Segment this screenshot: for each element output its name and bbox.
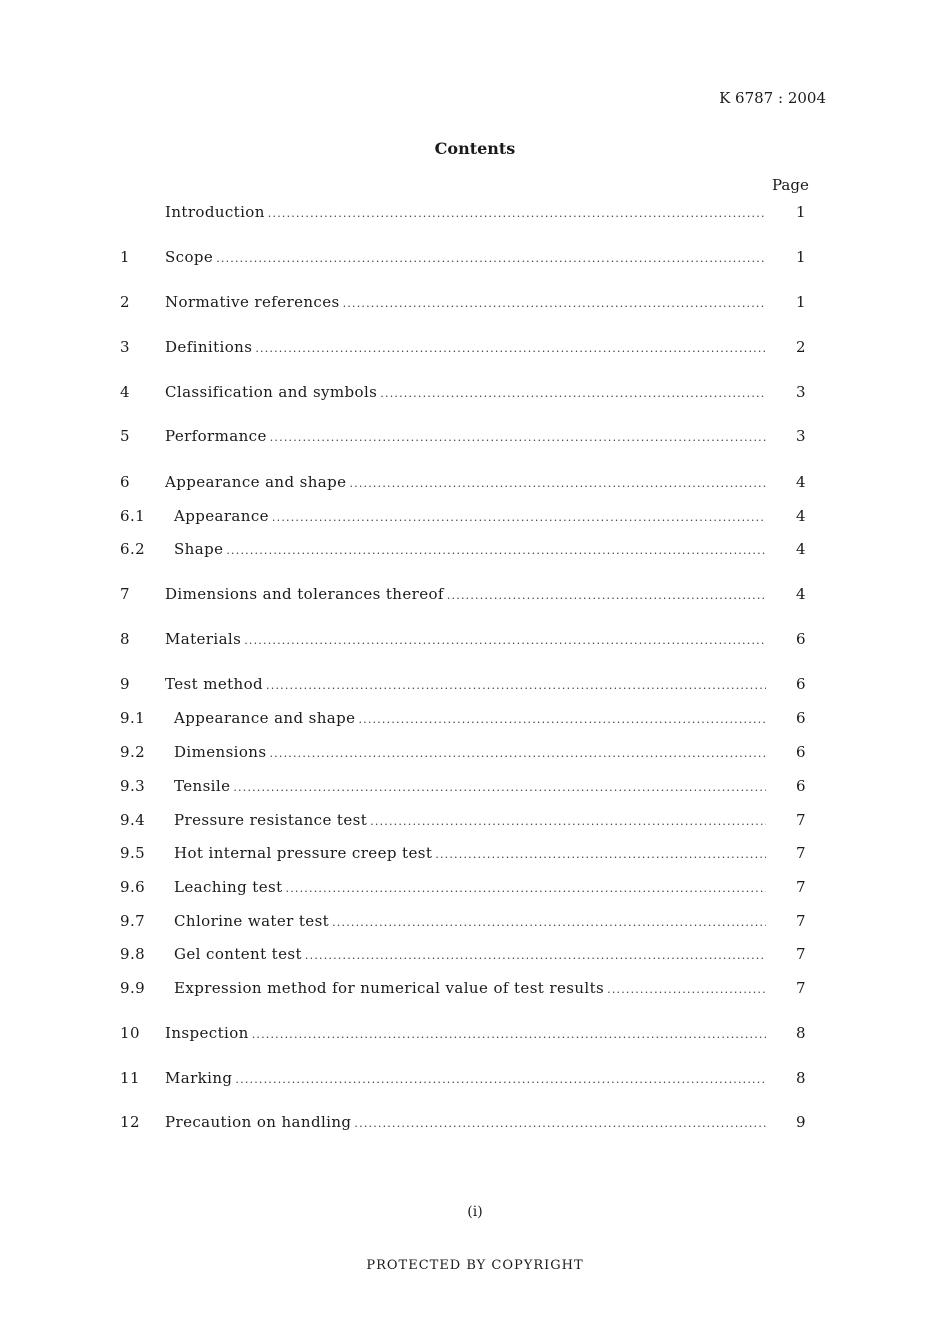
toc-dot-leader (305, 949, 766, 962)
toc-dot-leader (349, 477, 766, 490)
toc-entry-page: 7 (796, 945, 806, 963)
toc-entry (120, 248, 806, 268)
toc-entry-page: 7 (796, 878, 806, 896)
toc-entry-page: 6 (796, 675, 806, 693)
toc-entry-page: 4 (796, 540, 806, 558)
toc-entry-page: 7 (796, 979, 806, 997)
toc-dot-leader (252, 1028, 766, 1041)
page-column-label: Page (772, 176, 809, 194)
toc-entry-number: 4 (120, 383, 130, 401)
toc-entry-number: 6.1 (120, 507, 146, 525)
toc-entry-number: 3 (120, 338, 130, 356)
toc-entry (120, 777, 806, 797)
toc-entry-number: 9.1 (120, 709, 146, 727)
toc-entry-title: Pressure resistance test (174, 811, 368, 829)
toc-entry (120, 630, 806, 650)
toc-dot-leader (255, 342, 766, 355)
toc-entry-number: 7 (120, 585, 130, 603)
toc-entry-page: 9 (796, 1113, 806, 1131)
toc-entry-title: Appearance and shape (174, 709, 356, 727)
toc-entry-number: 12 (120, 1113, 140, 1131)
toc-entry-number: 9 (120, 675, 130, 693)
toc-entry-page: 8 (796, 1024, 806, 1042)
toc-entry (120, 811, 806, 831)
toc-entry-title: Appearance (174, 507, 269, 525)
toc-dot-leader (244, 634, 766, 647)
toc-dot-leader (266, 679, 766, 692)
toc-entry-title: Chlorine water test (174, 912, 330, 930)
toc-entry-number: 11 (120, 1069, 140, 1087)
toc-entry-number: 9.7 (120, 912, 146, 930)
toc-entry-page: 7 (796, 912, 806, 930)
toc-entry (120, 338, 806, 358)
copyright-notice: PROTECTED BY COPYRIGHT (366, 1258, 584, 1273)
toc-dot-leader (358, 713, 766, 726)
toc-entry-title: Precaution on handling (165, 1113, 352, 1131)
toc-entry-page: 1 (796, 293, 806, 311)
toc-entry (120, 945, 806, 965)
toc-entry-page: 1 (796, 203, 806, 221)
toc-entry-page: 3 (796, 383, 806, 401)
toc-dot-leader (607, 983, 766, 996)
toc-dot-leader (370, 815, 766, 828)
toc-entry-page: 6 (796, 777, 806, 795)
toc-dot-leader (380, 387, 766, 400)
toc-entry (120, 540, 806, 560)
toc-entry (120, 912, 806, 932)
toc-entry-page: 7 (796, 811, 806, 829)
toc-entry-number: 6 (120, 473, 130, 491)
toc-dot-leader (435, 848, 766, 861)
toc-entry-title: Scope (165, 248, 214, 266)
toc-dot-leader (447, 589, 766, 602)
toc-entry-title: Tensile (174, 777, 231, 795)
toc-dot-leader (235, 1073, 766, 1086)
toc-entry-number: 8 (120, 630, 130, 648)
toc-entry-title: Shape (174, 540, 224, 558)
toc-entry-title: Expression method for numerical value of test results (174, 979, 605, 997)
toc-entry-page: 7 (796, 844, 806, 862)
toc-entry-number: 9.5 (120, 844, 146, 862)
toc-entry-title: Dimensions (174, 743, 267, 761)
toc-entry (120, 383, 806, 403)
toc-entry-title: Definitions (165, 338, 253, 356)
toc-dot-leader (269, 747, 766, 760)
toc-entry-page: 6 (796, 743, 806, 761)
toc-entry-page: 3 (796, 427, 806, 445)
toc-entry (120, 473, 806, 493)
toc-entry-number: 2 (120, 293, 130, 311)
toc-entry (120, 878, 806, 898)
toc-entry (120, 743, 806, 763)
toc-entry-page: 4 (796, 507, 806, 525)
toc-entry-page: 4 (796, 585, 806, 603)
toc-entry (120, 844, 806, 864)
toc-entry-page: 8 (796, 1069, 806, 1087)
toc-entry (120, 1024, 806, 1044)
toc-dot-leader (268, 207, 766, 220)
toc-entry-number: 9.6 (120, 878, 146, 896)
document-code: K 6787 : 2004 (719, 89, 826, 107)
toc-entry-number: 1 (120, 248, 130, 266)
toc-dot-leader (270, 431, 766, 444)
toc-entry-title: Performance (165, 427, 267, 445)
toc-entry-title: Gel content test (174, 945, 302, 963)
footer-page-number: (i) (467, 1204, 483, 1220)
toc-dot-leader (226, 544, 766, 557)
toc-entry (120, 1069, 806, 1089)
toc-entry-title: Materials (165, 630, 242, 648)
toc-dot-leader (354, 1117, 766, 1130)
toc-dot-leader (233, 781, 766, 794)
toc-entry-number: 9.8 (120, 945, 146, 963)
toc-entry-title: Leaching test (174, 878, 283, 896)
toc-entry-title: Marking (165, 1069, 233, 1087)
toc-entry (120, 675, 806, 695)
toc-entry-title: Appearance and shape (165, 473, 347, 491)
toc-entry (120, 427, 806, 447)
toc-entry-page: 6 (796, 630, 806, 648)
toc-entry-page: 4 (796, 473, 806, 491)
toc-dot-leader (332, 916, 766, 929)
toc-entry (120, 507, 806, 527)
toc-entry-number: 6.2 (120, 540, 146, 558)
toc-entry-title: Test method (165, 675, 264, 693)
toc-entry (120, 585, 806, 605)
toc-dot-leader (216, 252, 766, 265)
toc-dot-leader (272, 511, 766, 524)
toc-entry-title: Normative references (165, 293, 340, 311)
toc-entry-number: 9.4 (120, 811, 146, 829)
toc-entry (120, 203, 806, 223)
toc-entry-page: 6 (796, 709, 806, 727)
toc-entry-number: 9.2 (120, 743, 146, 761)
toc-entry-title: Inspection (165, 1024, 249, 1042)
toc-entry-page: 1 (796, 248, 806, 266)
toc-dot-leader (286, 882, 766, 895)
toc-entry-number: 10 (120, 1024, 140, 1042)
toc-entry (120, 709, 806, 729)
toc-entry-number: 5 (120, 427, 130, 445)
toc-entry-title: Hot internal pressure creep test (174, 844, 433, 862)
toc-entry-page: 2 (796, 338, 806, 356)
toc-entry-number: 9.9 (120, 979, 146, 997)
page-title: Contents (434, 139, 516, 158)
toc-entry (120, 979, 806, 999)
toc-entry-title: Classification and symbols (165, 383, 378, 401)
toc-entry-title: Dimensions and tolerances thereof (165, 585, 444, 603)
toc-dot-leader (343, 297, 766, 310)
toc-entry-title: Introduction (165, 203, 265, 221)
toc-entry (120, 1113, 806, 1133)
toc-entry-number: 9.3 (120, 777, 146, 795)
toc-entry (120, 293, 806, 313)
